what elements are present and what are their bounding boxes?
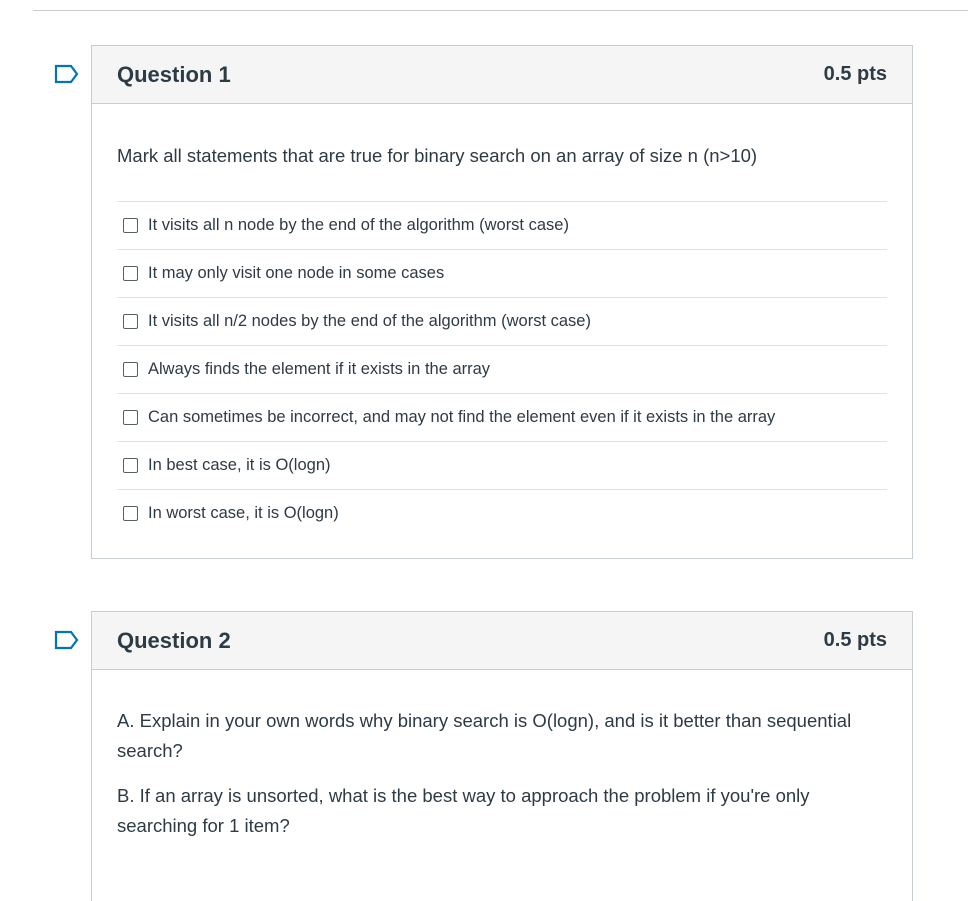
answer-option-3[interactable]	[117, 298, 887, 346]
question-paragraph-b: B. If an array is unsorted, what is the best way to approach the problem if you're only searching for 1 item?	[117, 785, 810, 836]
question-body	[92, 144, 912, 537]
question-header	[92, 46, 912, 104]
top-divider	[33, 10, 968, 11]
question-prompt: Mark all statements that are true for binary search on an array of size n (n>10)	[117, 145, 758, 166]
answer-label: It may only visit one node in some cases	[148, 264, 445, 282]
checkbox[interactable]	[123, 410, 138, 425]
checkbox[interactable]	[123, 218, 138, 233]
answer-option-2[interactable]	[117, 250, 887, 298]
question-points: 0.5 pts	[823, 63, 887, 85]
answer-label: Always finds the element if it exists in the array	[148, 360, 491, 378]
answer-option-7[interactable]	[117, 490, 887, 537]
answer-option-1[interactable]	[117, 202, 887, 250]
question-points: 0.5 pts	[823, 629, 887, 651]
checkbox[interactable]	[123, 362, 138, 377]
question-title: Question 1	[117, 61, 231, 87]
answer-option-6[interactable]	[117, 442, 887, 490]
answer-label: Can sometimes be incorrect, and may not find the element even if it exists in the array	[148, 408, 776, 426]
answer-option-5[interactable]	[117, 394, 887, 442]
checkbox[interactable]	[123, 458, 138, 473]
answer-list	[117, 201, 887, 537]
answer-label: In worst case, it is O(logn)	[148, 504, 339, 522]
question-title: Question 2	[117, 627, 231, 653]
checkbox[interactable]	[123, 506, 138, 521]
answer-label: In best case, it is O(logn)	[148, 456, 331, 474]
answer-option-4[interactable]	[117, 346, 887, 394]
checkbox[interactable]	[123, 266, 138, 281]
question-1	[91, 45, 913, 559]
question-header	[92, 612, 912, 670]
question-paragraph-a: A. Explain in your own words why binary search is O(logn), and is it better than sequential search?	[117, 710, 852, 761]
question-body	[92, 706, 912, 841]
answer-label: It visits all n node by the end of the algorithm (worst case)	[148, 216, 569, 234]
answer-label: It visits all n/2 nodes by the end of the algorithm (worst case)	[148, 312, 591, 330]
checkbox[interactable]	[123, 314, 138, 329]
question-2	[91, 611, 913, 901]
flag-question-icon[interactable]	[54, 630, 80, 650]
flag-question-icon[interactable]	[54, 64, 80, 84]
